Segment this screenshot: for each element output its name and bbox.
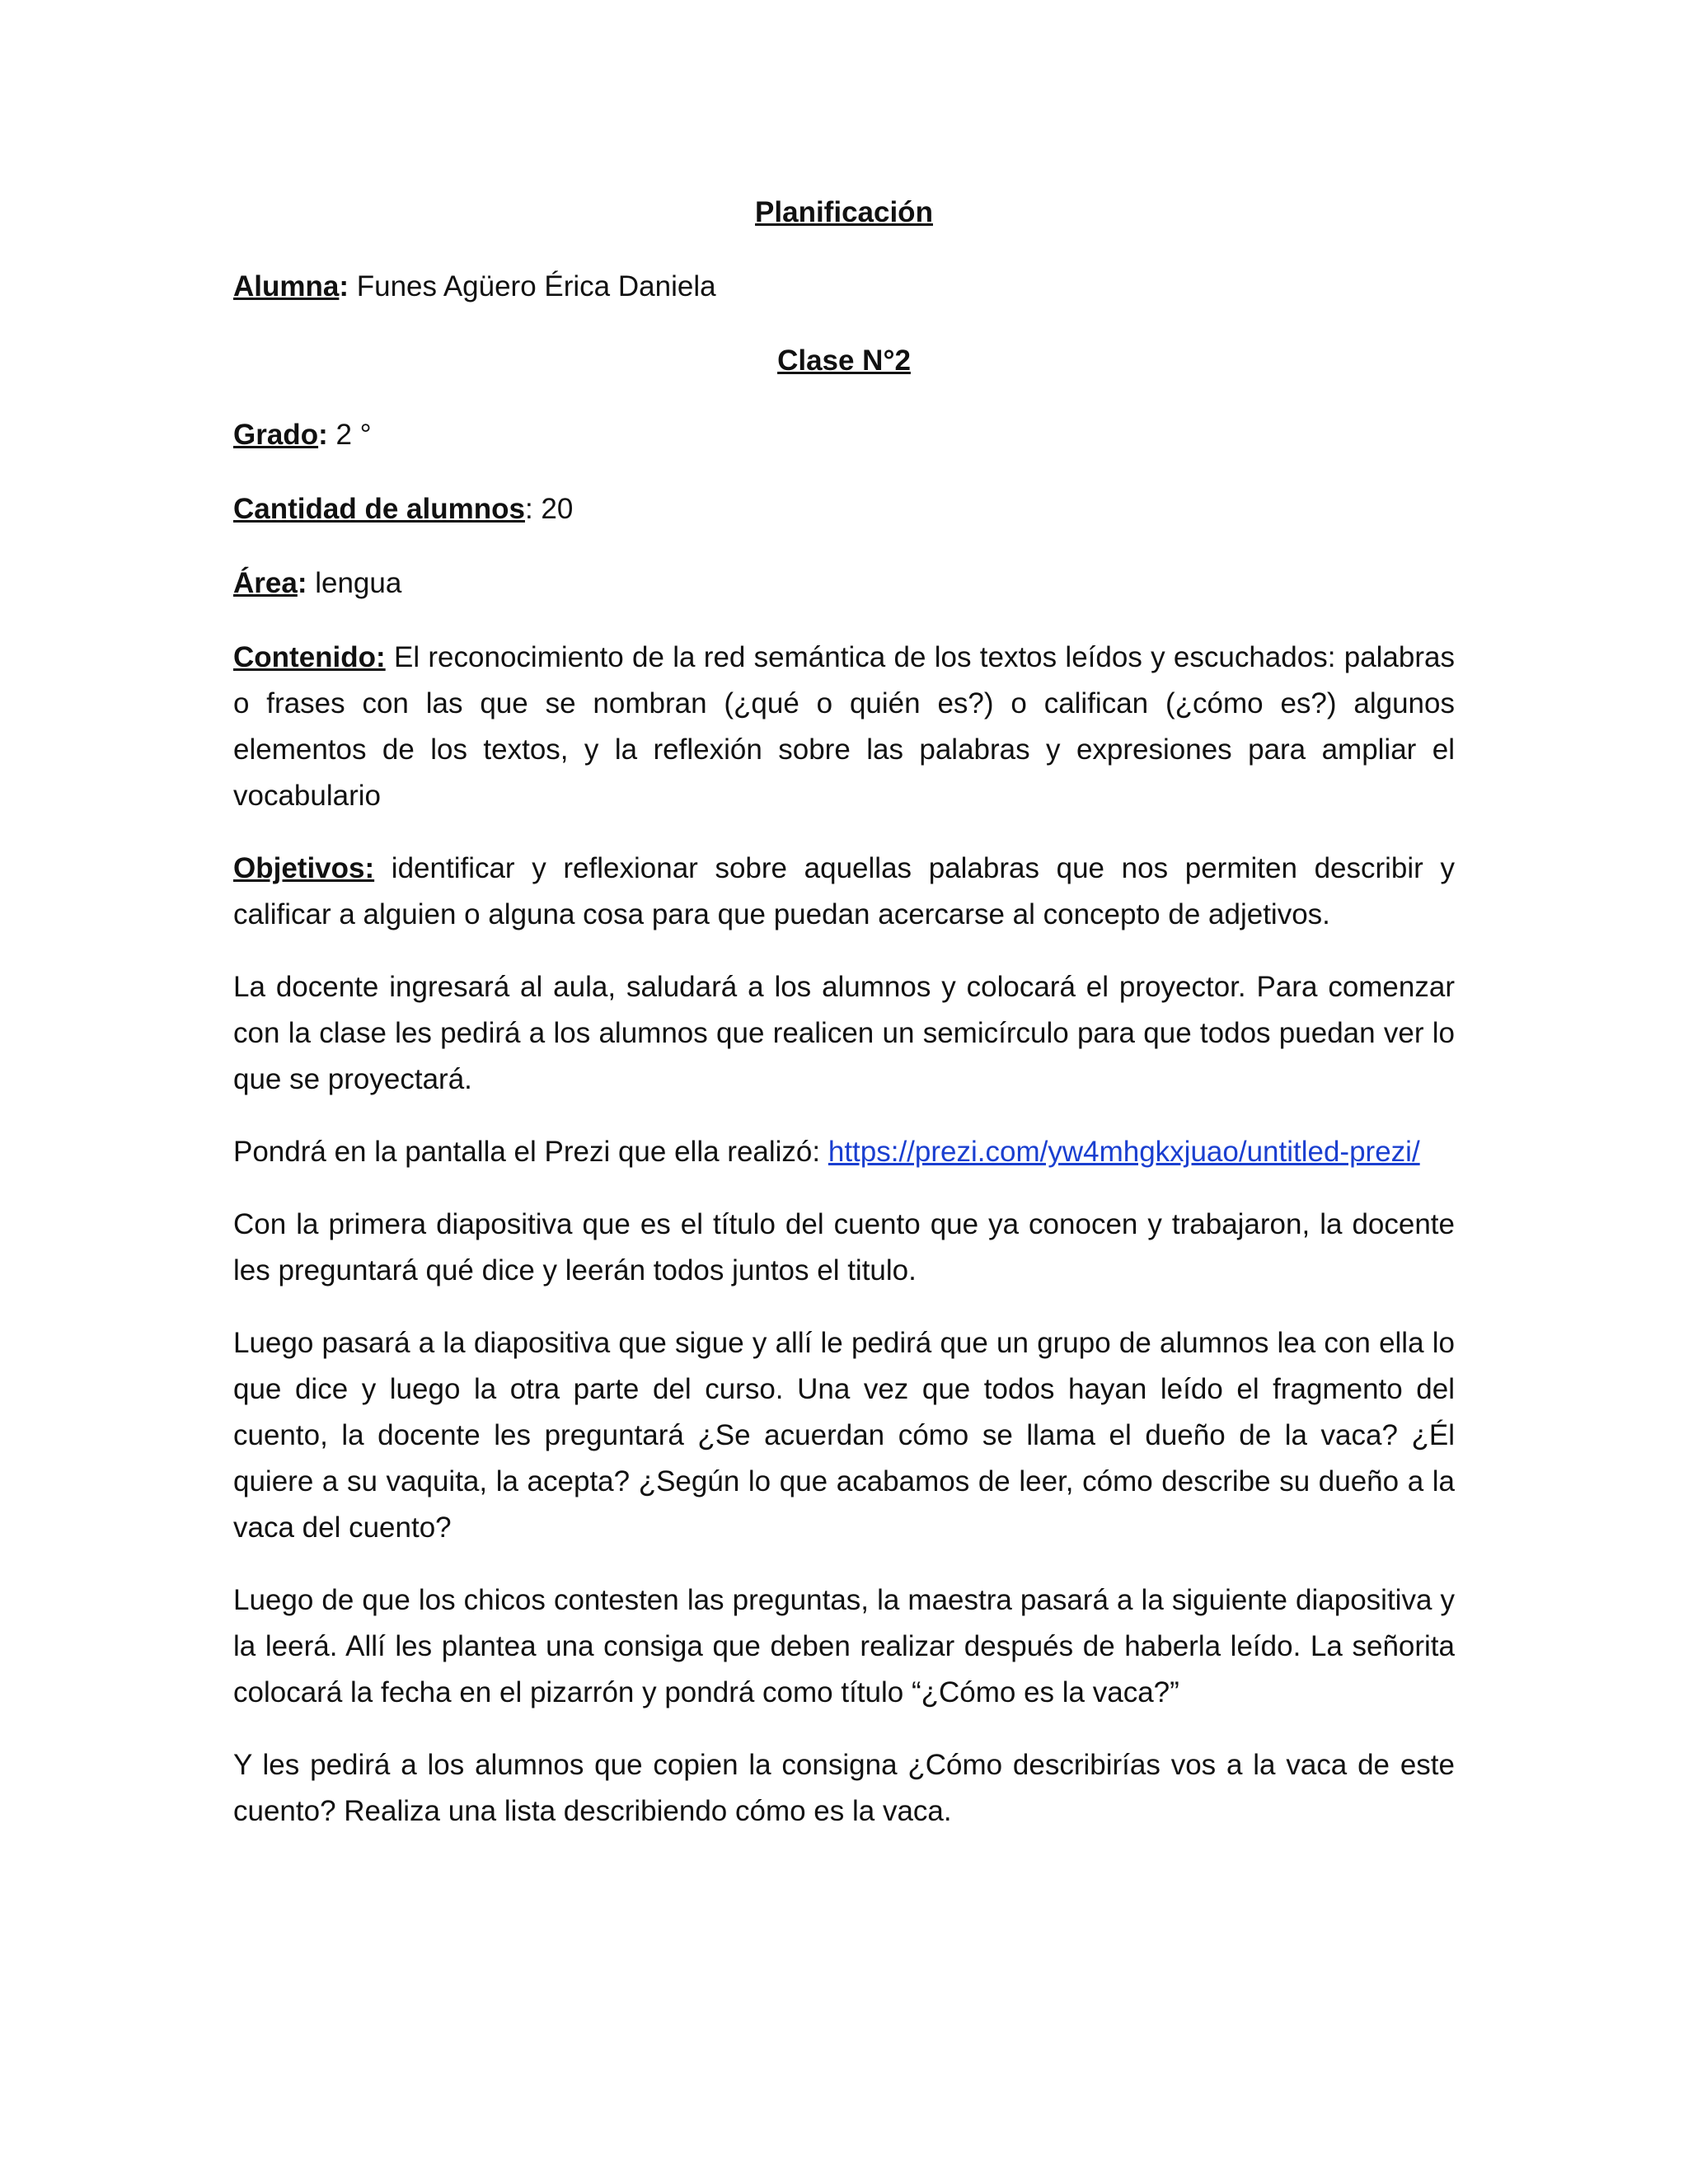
alumna-value: Funes Agüero Érica Daniela xyxy=(356,270,716,302)
objetivos-paragraph xyxy=(233,846,1455,938)
area-label: Área xyxy=(233,567,298,599)
alumna-label: Alumna xyxy=(233,270,340,302)
contenido-label: Contenido: xyxy=(233,641,386,673)
prezi-paragraph xyxy=(233,1129,1455,1175)
prezi-link[interactable]: https://prezi.com/yw4mhgkxjuao/untitled-prezi/ xyxy=(828,1136,1420,1168)
third-slide-paragraph: Luego de que los chicos contesten las preguntas, la maestra pasará a la siguiente diapositiva y la leerá. Allí les plantea una consiga que deben realizar después de haberla leído. La señorita colocará la fecha en el pizarrón y pondrá como título “¿Cómo es la vaca?” xyxy=(233,1584,1455,1708)
cantidad-label: Cantidad de alumnos xyxy=(233,493,525,525)
area-line: Área: lengua xyxy=(233,567,402,599)
cantidad-line: Cantidad de alumnos: 20 xyxy=(233,493,574,525)
objetivos-label: Objetivos: xyxy=(233,852,375,884)
first-slide-paragraph: Con la primera diapositiva que es el título del cuento que ya conocen y trabajaron, la docente les preguntará qué dice y leerán todos juntos el titulo. xyxy=(233,1208,1455,1286)
intro-paragraph: La docente ingresará al aula, saludará a los alumnos y colocará el proyector. Para comenzar con la clase les pedirá a los alumnos que realicen un semicírculo para que todos puedan ver lo que se proyectará. xyxy=(233,971,1455,1095)
objetivos-text: identificar y reflexionar sobre aquellas palabras que nos permiten describir y calificar a alguien o alguna cosa para que puedan acercarse al concepto de adjetivos. xyxy=(233,852,1455,930)
document-page xyxy=(233,190,1455,1835)
class-title: Clase N°2 xyxy=(777,344,911,377)
grado-line: Grado: 2 ° xyxy=(233,419,372,451)
cantidad-value: 20 xyxy=(541,493,574,525)
prezi-text: Pondrá en la pantalla el Prezi que ella realizó: xyxy=(233,1136,821,1168)
document-title: Planificación xyxy=(755,196,933,228)
alumna-line: Alumna: Funes Agüero Érica Daniela xyxy=(233,270,716,302)
closing-paragraph: Y les pedirá a los alumnos que copien la consigna ¿Cómo describirías vos a la vaca de este cuento? Realiza una lista describiendo cómo es la vaca. xyxy=(233,1749,1455,1827)
area-value: lengua xyxy=(315,567,402,599)
contenido-paragraph xyxy=(233,635,1455,819)
grado-value: 2 ° xyxy=(335,419,372,451)
contenido-text: El reconocimiento de la red semántica de los textos leídos y escuchados: palabras o frases con las que se nombran (¿qué o quién es?) o califican (¿cómo es?) algunos elementos de los textos, y la reflexión sobre las palabras y expresiones para ampliar el vocabulario xyxy=(233,641,1455,812)
second-slide-paragraph: Luego pasará a la diapositiva que sigue y allí le pedirá que un grupo de alumnos lea con ella lo que dice y luego la otra parte del curso. Una vez que todos hayan leído el fragmento del cuento, la docente les preguntará ¿Se acuerdan cómo se llama el dueño de la vaca? ¿Él quiere a su vaquita, la acepta? ¿Según lo que acabamos de leer, cómo describe su dueño a la vaca del cuento? xyxy=(233,1327,1455,1544)
grado-label: Grado xyxy=(233,419,319,451)
